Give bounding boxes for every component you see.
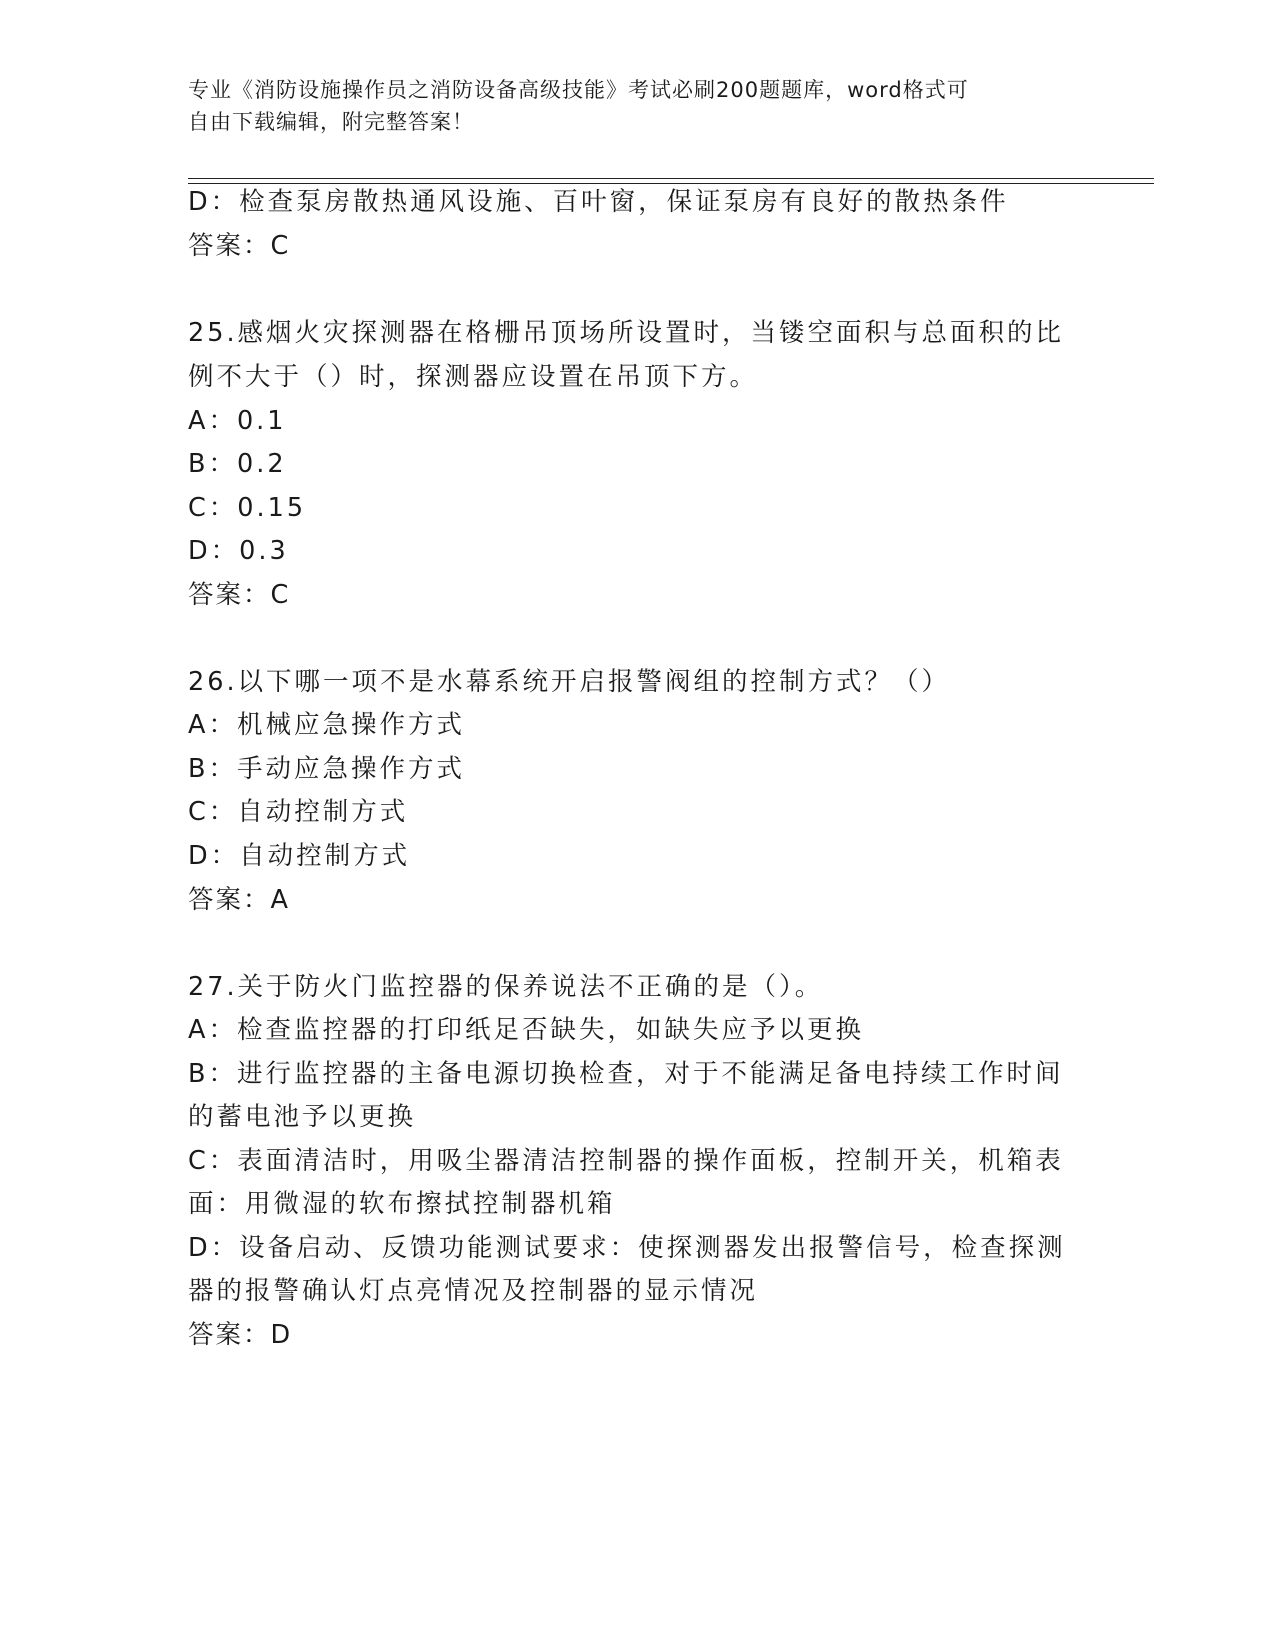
- q26-stem-line-1: 26.以下哪一项不是水幕系统开启报警阀组的控制方式？（）: [188, 667, 951, 697]
- q26-option-d: D：自动控制方式: [188, 841, 411, 871]
- q27-option-c-line-2: 面：用微湿的软布擦拭控制器机箱: [188, 1189, 616, 1219]
- header-line-1: 专业《消防设施操作员之消防设备高级技能》考试必刷200题题库，word格式可: [188, 78, 969, 102]
- prev-option-d: D：检查泵房散热通风设施、百叶窗，保证泵房有良好的散热条件: [188, 187, 1009, 217]
- q27-option-d-line-1: D：设备启动、反馈功能测试要求：使探测器发出报警信号，检查探测: [188, 1233, 1066, 1263]
- q27-answer: 答案：D: [188, 1320, 293, 1350]
- q26-option-b: B：手动应急操作方式: [188, 754, 465, 784]
- q25-option-b: B：0.2: [188, 449, 287, 479]
- q27-option-a: A：检查监控器的打印纸足否缺失，如缺失应予以更换: [188, 1015, 864, 1045]
- q26-option-c: C：自动控制方式: [188, 797, 409, 827]
- q25-stem-line-1: 25.感烟火灾探测器在格栅吊顶场所设置时，当镂空面积与总面积的比: [188, 318, 1065, 348]
- header-line-2: 自由下载编辑，附完整答案！: [188, 110, 474, 134]
- q27-option-d-line-2: 器的报警确认灯点亮情况及控制器的显示情况: [188, 1276, 759, 1306]
- q25-option-a: A：0.1: [188, 406, 287, 436]
- header-divider-top: [188, 178, 1154, 179]
- prev-answer: 答案：C: [188, 231, 291, 261]
- q25-option-c: C：0.15: [188, 493, 307, 523]
- document-header: [188, 74, 1088, 138]
- q27-option-b-line-1: B：进行监控器的主备电源切换检查，对于不能满足备电持续工作时间: [188, 1059, 1064, 1089]
- q26-option-a: A：机械应急操作方式: [188, 710, 465, 740]
- q27-stem-line-1: 27.关于防火门监控器的保养说法不正确的是（）。: [188, 972, 824, 1002]
- q27-option-b-line-2: 的蓄电池予以更换: [188, 1102, 417, 1132]
- q25-stem-line-2: 例不大于（）时，探测器应设置在吊顶下方。: [188, 362, 759, 392]
- q25-answer: 答案：C: [188, 580, 291, 610]
- q27-option-c-line-1: C：表面清洁时，用吸尘器清洁控制器的操作面板，控制开关，机箱表: [188, 1146, 1064, 1176]
- q25-option-d: D：0.3: [188, 536, 289, 566]
- q26-answer: 答案：A: [188, 885, 290, 915]
